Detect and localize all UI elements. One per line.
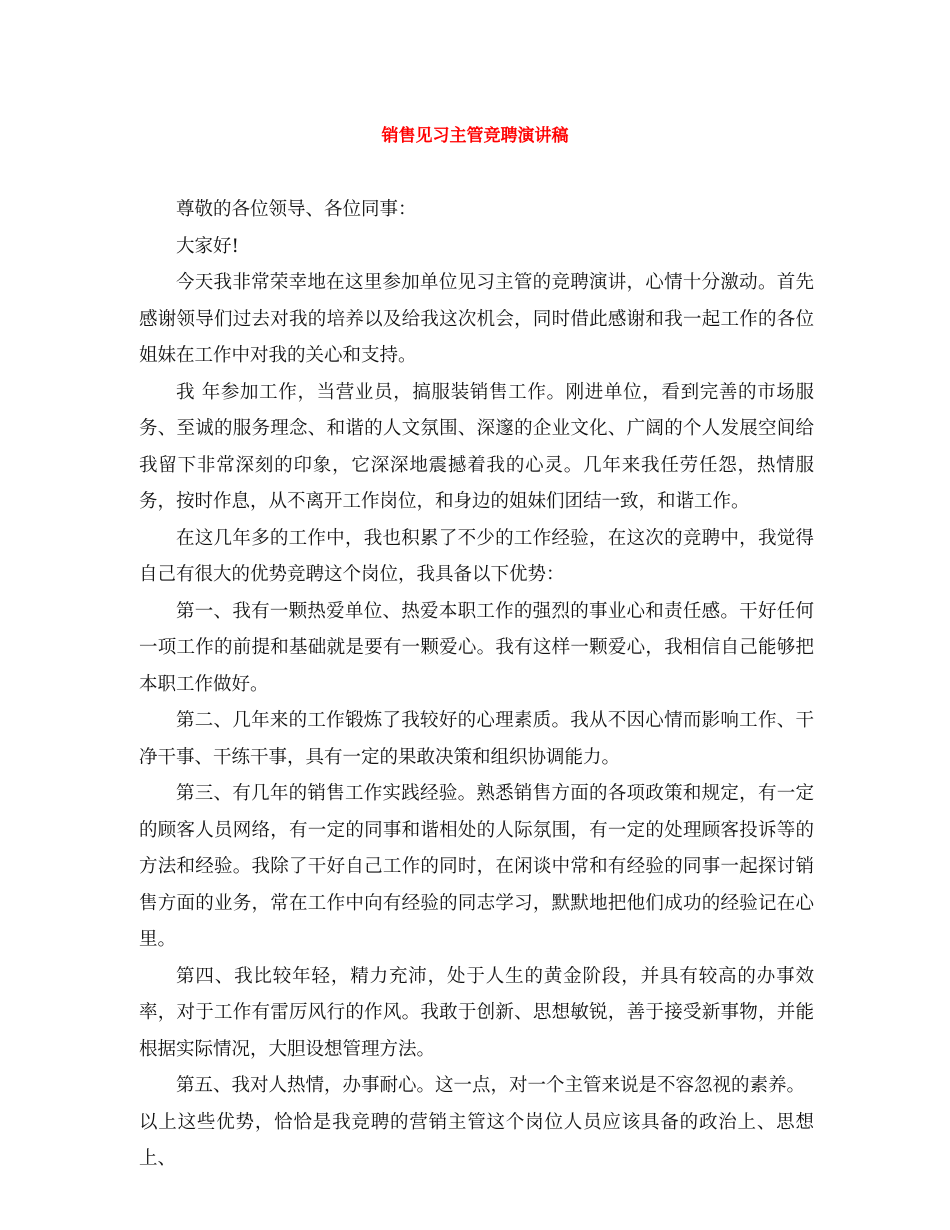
paragraph-continuation: 以上这些优势，恰恰是我竞聘的营销主管这个岗位人员应该具备的政治上、思想上、 [139,1111,814,1169]
paragraph-point-5: 第五、我对人热情，办事耐心。这一点，对一个主管来说是不容忽视的素养。 [176,1075,806,1096]
paragraph-point-3: 第三、有几年的销售工作实践经验。熟悉销售方面的各项政策和规定，有一定的顾客人员网络，有一定的同事和谐相处的人际氛围，有一定的处理顾客投诉等的方法和经验。我除了干好自己工作的同时，在闲谈中常和有经验的同事一起探讨销售方面的业务，常在工作中向有经验的同志学习，默默地把他们成功的经验记在心里。 [139,783,814,950]
paragraph-point-2: 第二、几年来的工作锻炼了我较好的心理素质。我从不因心情而影响工作、干净干事、干练干事，具有一定的果敢决策和组织协调能力。 [139,710,814,768]
paragraph-experience: 在这几年多的工作中，我也积累了不少的工作经验，在这次的竞聘中，我觉得自己有很大的优势竞聘这个岗位，我具备以下优势： [139,527,814,585]
paragraph-background: 我 年参加工作，当营业员，搞服装销售工作。刚进单位，看到完善的市场服务、至诚的服务理念、和谐的人文氛围、深邃的企业文化、广阔的个人发展空间给我留下非常深刻的印象，它深深地震撼着我的心灵。几年来我任劳任怨，热情服务，按时作息，从不离开工作岗位，和身边的姐妹们团结一致，和谐工作。 [139,381,814,512]
document-title: 销售见习主管竞聘演讲稿 [381,126,569,146]
document-body [139,192,814,1178]
paragraph-greeting: 大家好! [176,235,239,257]
paragraph-salutation: 尊敬的各位领导、各位同事： [176,199,417,220]
paragraph-point-1: 第一、我有一颗热爱单位、热爱本职工作的强烈的事业心和责任感。干好任何一项工作的前提和基础就是要有一颗爱心。我有这样一颗爱心，我相信自己能够把本职工作做好。 [139,600,814,695]
paragraph-intro: 今天我非常荣幸地在这里参加单位见习主管的竞聘演讲，心情十分激动。首先感谢领导们过去对我的培养以及给我这次机会，同时借此感谢和我一起工作的各位姐妹在工作中对我的关心和支持。 [139,272,814,366]
paragraph-point-4: 第四、我比较年轻，精力充沛，处于人生的黄金阶段，并具有较高的办事效率，对于工作有雷厉风行的作风。我敢于创新、思想敏锐，善于接受新事物，并能根据实际情况，大胆设想管理方法。 [139,965,814,1060]
